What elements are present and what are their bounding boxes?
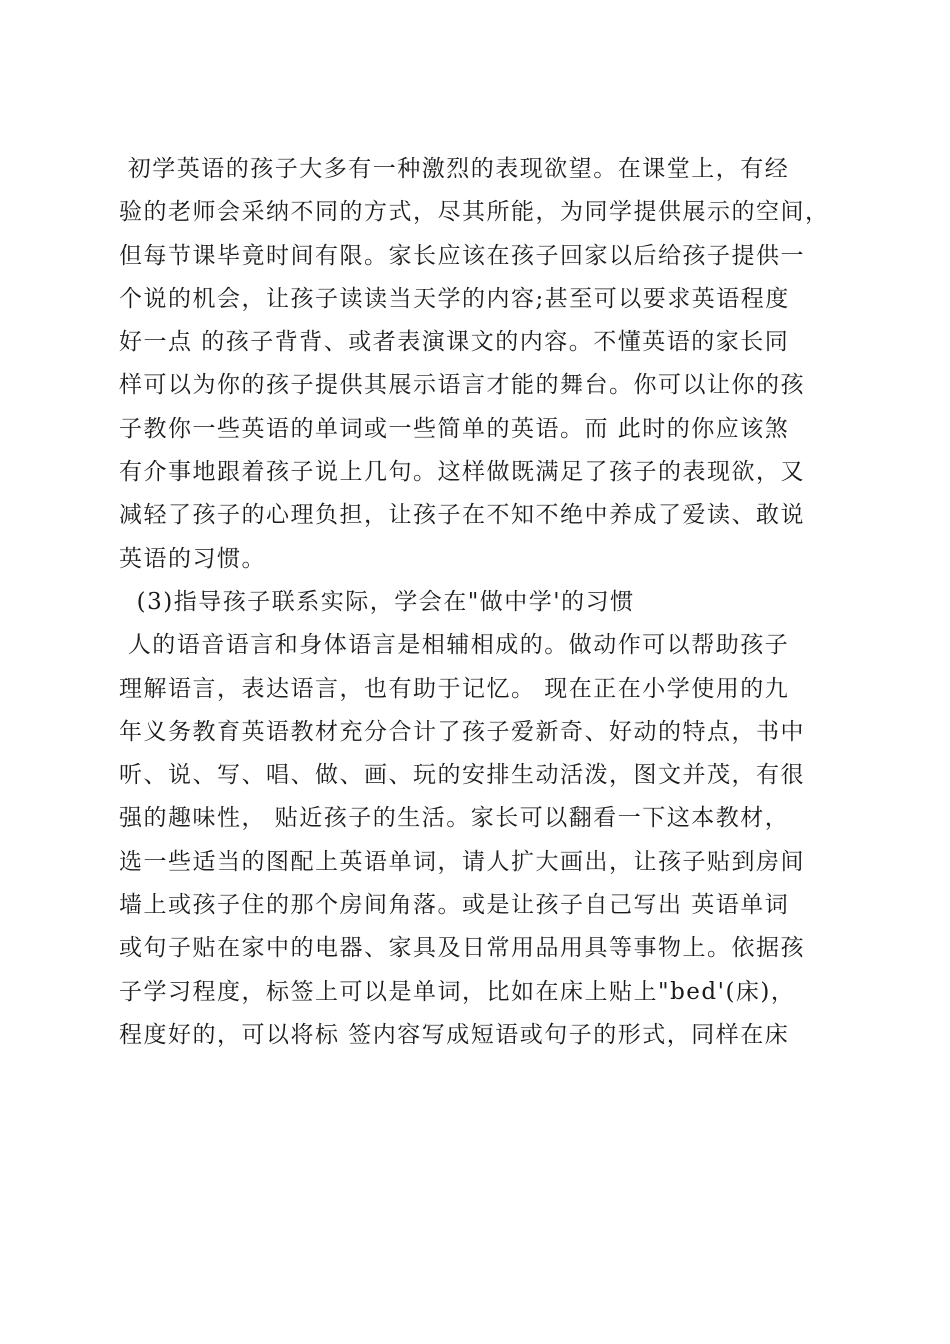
text-line: 年义务教育英语教材充分合计了孩子爱新奇、好动的特点，书中 <box>119 718 805 745</box>
text-line: 但每节课毕竟时间有限。家长应该在孩子回家以后给孩子提供一 <box>119 242 805 269</box>
text-line: 有介事地跟着孩子说上几句。这样做既满足了孩子的表现欲，又 <box>119 459 805 486</box>
text-line: 选一些适当的图配上英语单词，请人扩大画出，让孩子贴到房间 <box>119 848 805 875</box>
text-line: 或句子贴在家中的电器、家具及日常用品用具等事物上。依据孩 <box>119 935 805 962</box>
text-line: 子教你一些英语的单词或一些简单的英语。而 此时的你应该煞 <box>119 415 790 442</box>
text-line: 理解语言，表达语言，也有助于记忆。 现在正在小学使用的九 <box>119 675 790 702</box>
text-line: 样可以为你的孩子提供其展示语言才能的舞台。你可以让你的孩 <box>119 372 805 399</box>
text-line: 好一点 的孩子背背、或者表演课文的内容。不懂英语的家长同 <box>119 329 790 356</box>
text-line: 墙上或孩子住的那个房间角落。或是让孩子自己写出 英语单词 <box>119 892 790 919</box>
text-line: 验的老师会采纳不同的方式，尽其所能，为同学提供展示的空间， <box>119 199 830 226</box>
text-line: 初学英语的孩子大多有一种激烈的表现欲望。在课堂上，有经 <box>119 156 790 182</box>
text-line: 减轻了孩子的心理负担，让孩子在不知不绝中养成了爱读、敢说 <box>119 502 805 529</box>
text-line: 个说的机会，让孩子读读当天学的内容;甚至可以要求英语程度 <box>119 285 790 312</box>
text-line: 听、说、写、唱、做、画、玩的安排生动活泼，图文并茂，有很 <box>119 762 805 789</box>
body-text <box>119 148 859 1057</box>
section-heading: (3)指导孩子联系实际，学会在"做中学'的习惯 <box>119 588 635 615</box>
text-line: 子学习程度，标签上可以是单词，比如在床上贴上"bed'(床)， <box>119 978 796 1005</box>
text-line: 人的语音语言和身体语言是相辅相成的。做动作可以帮助孩子 <box>119 632 790 659</box>
text-line: 程度好的，可以将标 签内容写成短语或句子的形式，同样在床 <box>119 1021 790 1048</box>
text-line: 强的趣味性， 贴近孩子的生活。家长可以翻看一下这本教材， <box>119 805 790 832</box>
text-line: 英语的习惯。 <box>119 545 266 572</box>
